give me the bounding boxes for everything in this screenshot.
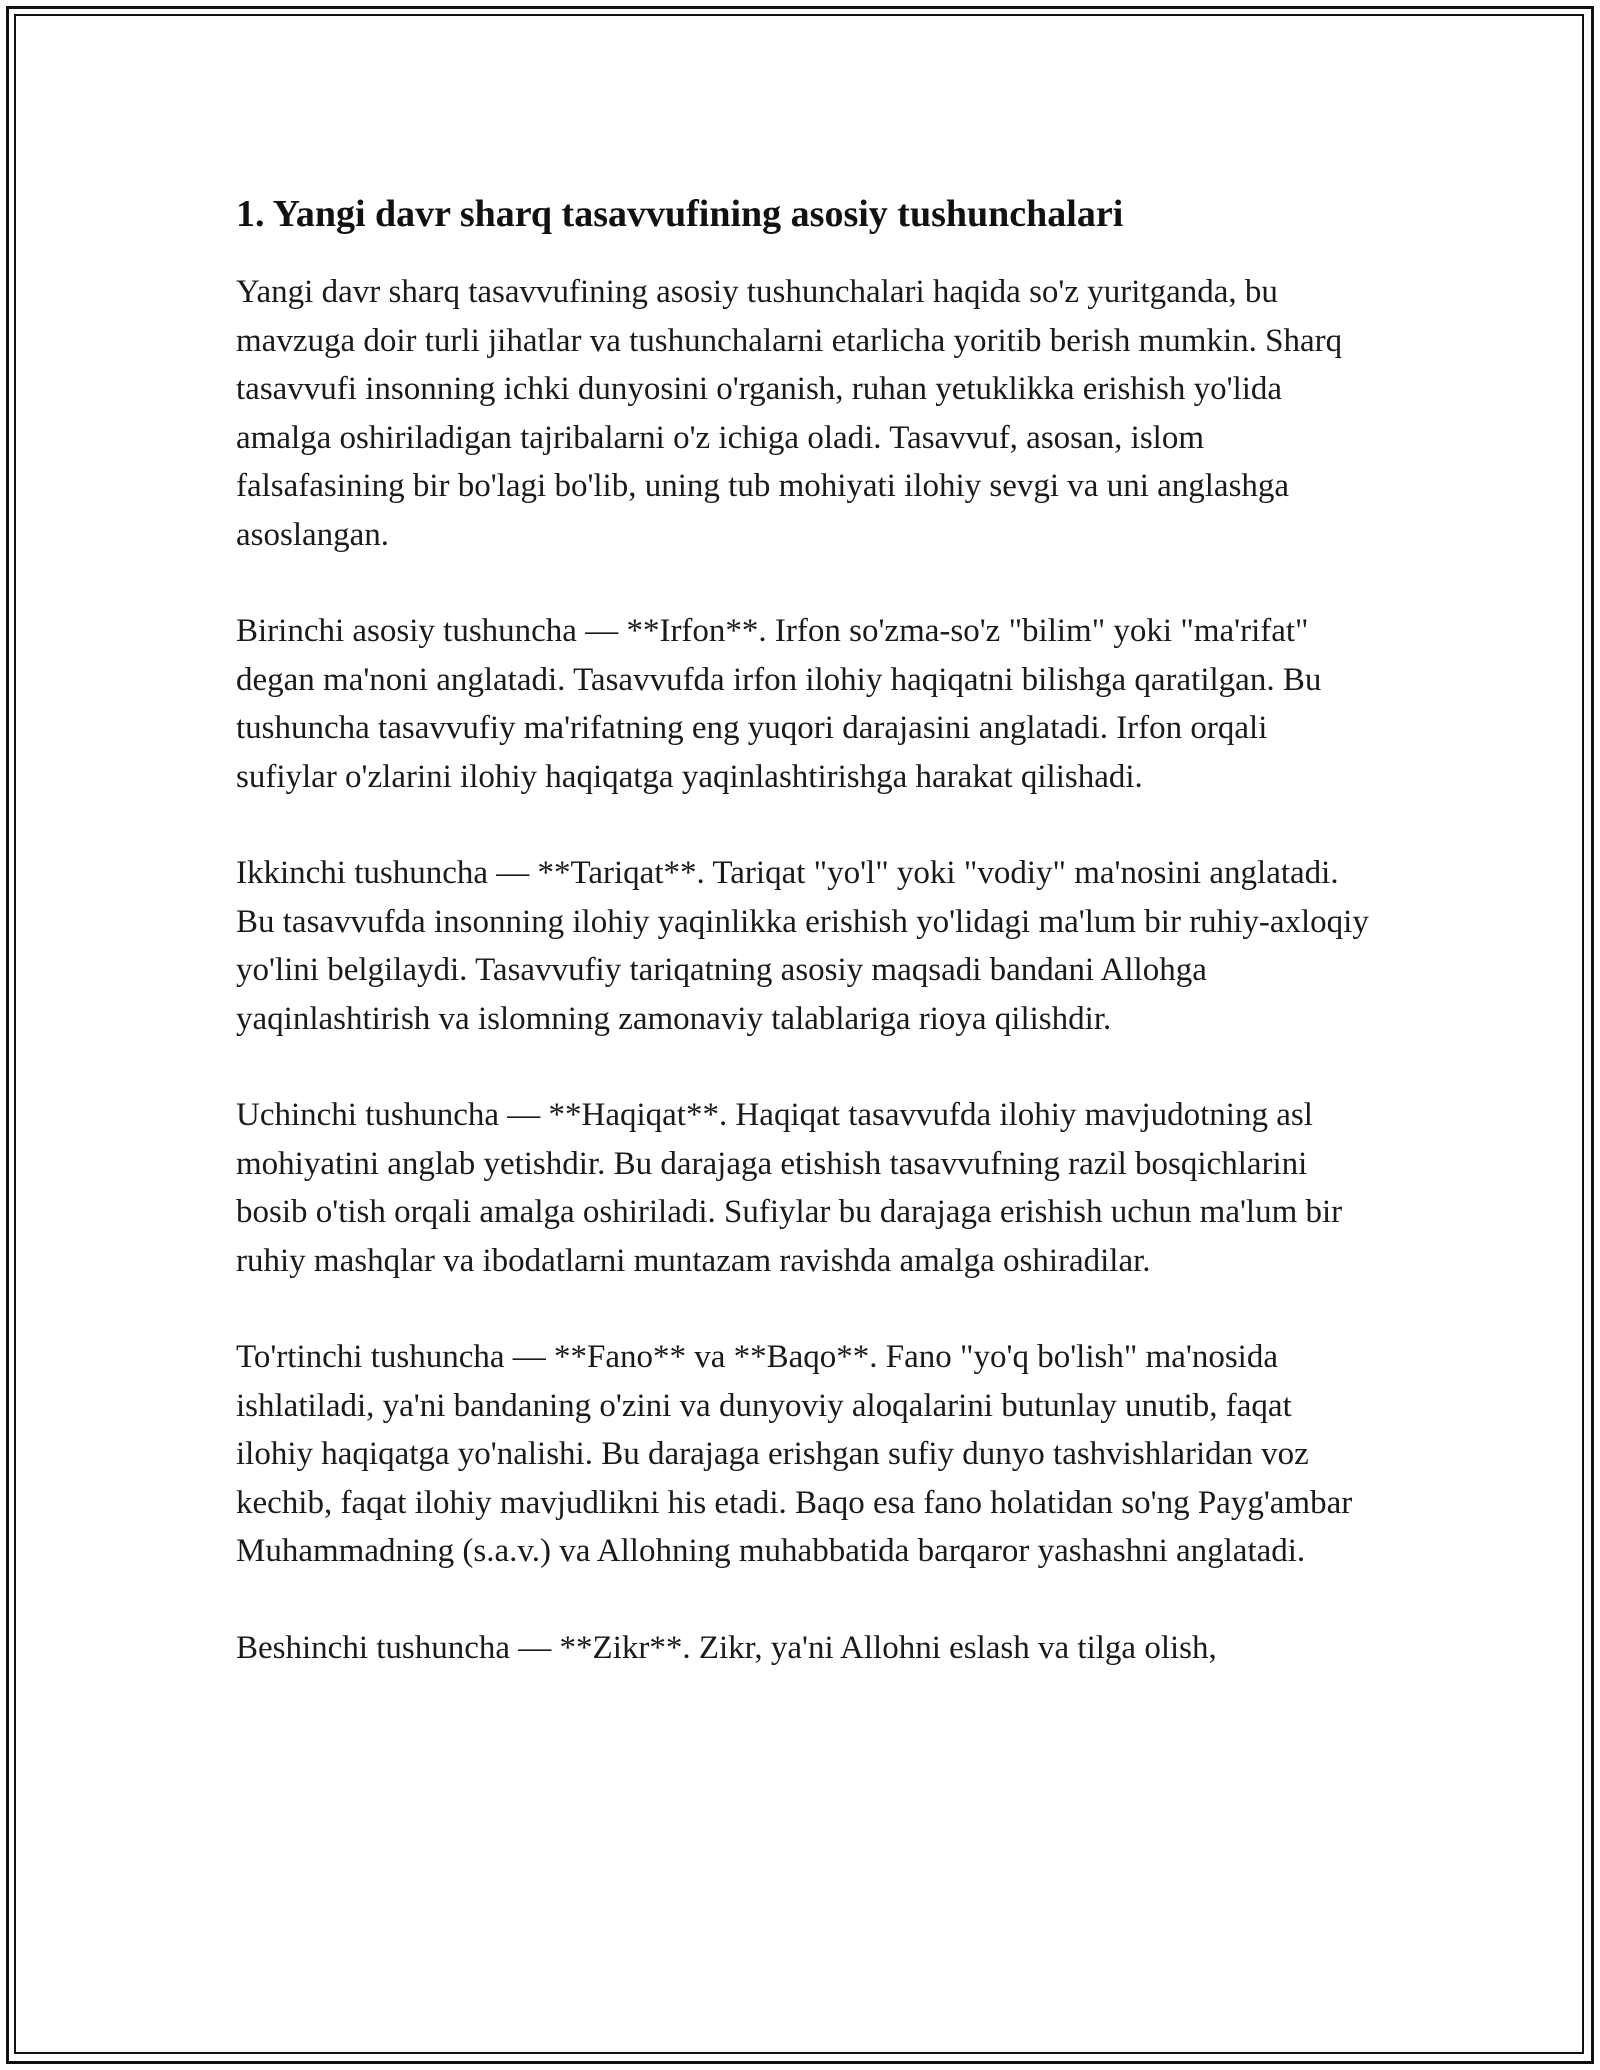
paragraph-fano-baqo: To'rtinchi tushuncha — **Fano** va **Baqo**. Fano "yo'q bo'lish" ma'nosida ishlatiladi, ya'ni bandaning o'zini va dunyoviy aloqalarini butunlay unutib, faqat ilohiy haqiqatga yo'nalishi. Bu darajaga erishgan sufiy dunyo tashvishlaridan voz kechib, faqat ilohiy mavjudlikni his etadi. Baqo esa fano holatidan so'ng Payg'ambar Muhammadning (s.a.v.) va Allohning muhabbatida barqaror yashashni anglatadi.: [236, 1339, 1353, 1569]
paragraph-haqiqat: Uchinchi tushuncha — **Haqiqat**. Haqiqat tasavvufda ilohiy mavjudotning asl mohiyatini anglab yetishdir. Bu darajaga etishish tasavvufning razil bosqichlarini bosib o'tish orqali amalga oshiriladi. Sufiylar bu darajaga erishish uchun ma'lum bir ruhiy mashqlar va ibodatlarni muntazam ravishda amalga oshiradilar.: [236, 1097, 1343, 1279]
paragraph-irfon: Birinchi asosiy tushuncha — **Irfon**. Irfon so'zma-so'z "bilim" yoki "ma'rifat" degan ma'noni anglatadi. Tasavvufda irfon ilohiy haqiqatni bilishga qaratilgan. Bu tushuncha tasavvufiy ma'rifatning eng yuqori darajasini anglatadi. Irfon orqali sufiylar o'zlarini ilohiy haqiqatga yaqinlashtirishga harakat qilishadi.: [236, 613, 1322, 795]
paragraph-tariqat: Ikkinchi tushuncha — **Tariqat**. Tariqat "yo'l" yoki "vodiy" ma'nosini anglatadi. Bu tasavvufda insonning ilohiy yaqinlikka erishish yo'lidagi ma'lum bir ruhiy-axloqiy yo'lini belgilaydi. Tasavvufiy tariqatning asosiy maqsadi bandani Allohga yaqinlashtirish va islomning zamonaviy talablariga rioya qilishdir.: [236, 855, 1369, 1037]
paragraph-zikr: Beshinchi tushuncha — **Zikr**. Zikr, ya'ni Allohni eslash va tilga olish,: [236, 1629, 1217, 1666]
section-heading: 1. Yangi davr sharq tasavvufining asosiy tushunchalari: [236, 193, 1124, 235]
paragraph-intro: Yangi davr sharq tasavvufining asosiy tushunchalari haqida so'z yuritganda, bu mavzuga doir turli jihatlar va tushunchalarni etarlicha yoritib berish mumkin. Sharq tasavvufi insonning ichki dunyosini o'rganish, ruhan yetuklikka erishish yo'lida amalga oshiriladigan tajribalarni o'z ichiga oladi. Tasavvuf, asosan, islom falsafasining bir bo'lagi bo'lib, uning tub mohiyati ilohiy sevgi va uni anglashga asoslangan.: [236, 274, 1343, 553]
document-body: [236, 186, 1376, 1672]
